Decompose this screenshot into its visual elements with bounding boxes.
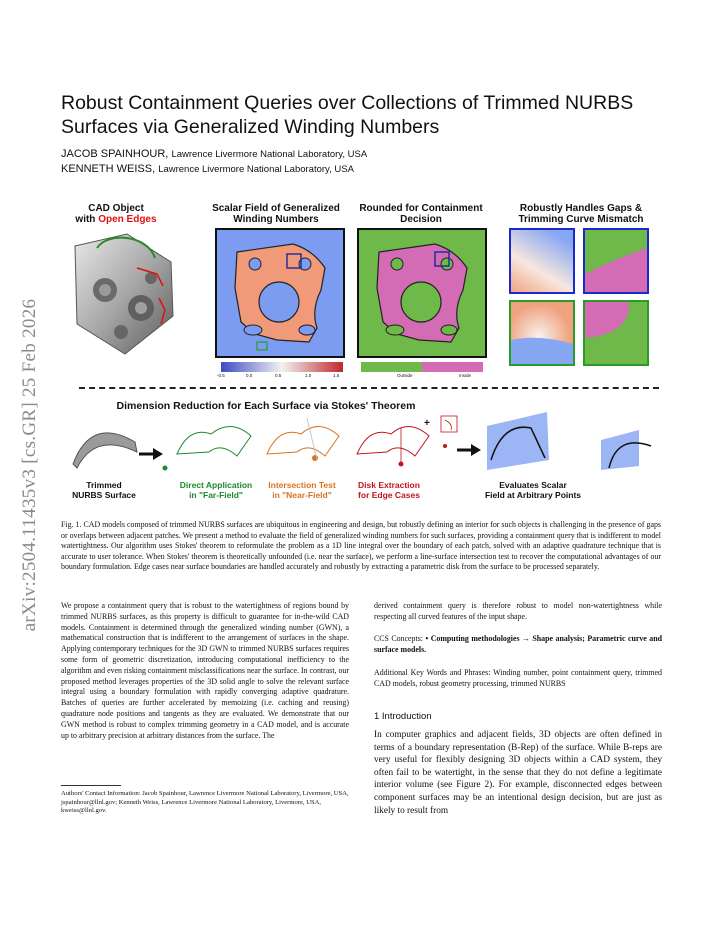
author-name: KENNETH WEISS,: [61, 163, 156, 175]
stage-label-disk-extraction: Disk Extraction for Edge Cases: [358, 480, 420, 500]
stokes-pipeline-diagram: [61, 412, 661, 474]
author-affiliation: Lawrence Livermore National Laboratory, USA: [158, 164, 354, 175]
intro-heading: 1 Introduction: [374, 711, 432, 722]
scalar-field-panel: [215, 228, 345, 358]
arxiv-stamp: arXiv:2504.11435v3 [cs.GR] 25 Feb 2026: [19, 298, 40, 632]
gap-detail-3: [509, 300, 575, 366]
panel-scalar-heading: Scalar Field of Generalized Winding Numbers: [212, 203, 340, 225]
legend-inside: Inside: [459, 373, 472, 378]
abstract-right: derived containment query is therefore robust to model non-watertightness while respecting all curved features of the input shape.: [374, 601, 662, 621]
gap-detail-2: [583, 228, 649, 294]
author-1: [61, 148, 367, 161]
author-name: JACOB SPAINHOUR,: [61, 148, 169, 160]
colorbar-tick: 1.5: [333, 373, 340, 378]
abstract-left: We propose a containment query that is robust to the watertightness of regions bound by trimmed NURBS surfaces, as this property is difficult to guarantee for in-the-wild CAD models. Containment is determined through the generalized winding number (GWN), a mathematical construction that is indifferent to the arrangement of surfaces in the shape. Applying contemporary techniques for the 3D GWN to trimmed NURBS surfaces requires some form of geometric discretization, introducing computational inefficiency to the algorithm and even risking containment misclassifications near the surface. In contrast, our proposed method leverages properties of the 3D solid angle to solve the relevant surface integral using a boundary formulation with rapidly converging adaptive quadrature. Batches of queries are further accelerated by memoizing (i.e. caching and reusing) quadrature node positions and tangents as they are evaluated. We demonstrate that our GWN method is robust to complex trimming geometry in a CAD model, and is accurate up to arbitrary precision at arbitrary distances from the surface. The: [61, 601, 349, 740]
cad-object-image: [67, 228, 179, 360]
colorbar: [221, 362, 343, 372]
keywords: Additional Key Words and Phrases: Winding number, point containment query, trimmed CAD models, robust geometry processing, trimmed NURBS: [374, 668, 662, 688]
figure-separator: [79, 387, 659, 389]
gap-detail-4: [583, 300, 649, 366]
legend-outside: Outside: [397, 373, 413, 378]
footnote-rule: [61, 785, 121, 786]
gap-detail-1: [509, 228, 575, 294]
colorbar-tick: 0.0: [246, 373, 253, 378]
panel-gaps-heading: Robustly Handles Gaps & Trimming Curve Mismatch: [518, 203, 644, 225]
dimension-reduction-heading: Dimension Reduction for Each Surface via Stokes' Theorem: [116, 400, 416, 412]
stage-label-trimmed: Trimmed NURBS Surface: [72, 480, 136, 500]
stage-label-evaluates: Evaluates Scalar Field at Arbitrary Points: [484, 480, 582, 500]
paper-title: Robust Containment Queries over Collections of Trimmed NURBS Surfaces via Generalized Winding Numbers: [61, 92, 634, 138]
colorbar-ticks: [211, 373, 351, 381]
author-affiliation: Lawrence Livermore National Laboratory, USA: [171, 149, 368, 160]
panel-rounded-heading: Rounded for Containment Decision: [359, 203, 483, 225]
contact-footnote: Authors' Contact Information: Jacob Spainhour, Lawrence Livermore National Laboratory, Livermore, USA, jspainhour@llnl.gov; Kenneth Weiss, Lawrence Livermore National Laboratory, Livermore, USA, kweiss@llnl.gov.: [61, 790, 349, 814]
stage-label-near-field: Intersection Test in "Near-Field": [268, 480, 336, 500]
colorbar-tick: -0.5: [217, 373, 225, 378]
ccs-concepts: CCS Concepts: • Computing methodologies → Shape analysis; Parametric curve and surface models.: [374, 634, 663, 654]
figure-1: [61, 200, 661, 510]
figure-caption: Fig. 1. CAD models composed of trimmed NURBS surfaces are ubiquitous in engineering and design, but robustly defining an interior for such objects is challenging in the presence of gaps or overlaps between adjacent patches. We present a method to evaluate the field of generalized winding numbers for such surfaces, providing a containment query that is indifferent to model watertightness. Our algorithm uses Stokes' theorem to reformulate the problem as a 1D line integral over the boundary of each patch, solved with an adaptive quadrature technique that is accurate to user tolerance. When Stokes' theorem is theoretically unfounded (i.e. near the surface), we perform a line-surface intersection test to recover the computational advantages of our boundary formulation. Edge cases near surface boundaries are handled accurately and robustly by extracting a parametric disk from the surface to be processed separately.: [61, 520, 661, 572]
colorbar-tick: 1.0: [305, 373, 312, 378]
stage-label-far-field: Direct Application in "Far-Field": [179, 480, 253, 500]
panel-cad-heading: CAD Object with Open Edges: [75, 203, 157, 225]
inside-outside-legend: [361, 362, 483, 372]
intro-text: In computer graphics and adjacent fields, 3D objects are often defined in terms of a boundary representation (B-Rep) of the surface. While B-reps are very useful for flexibly designing 3D objects within a CAD system, they often fail to be watertight, in the sense that they do not define a legitimate interior volume (see Figure 2). For example, disconnected edges between component surfaces may be an intentional design decision, but are just as likely to result from: [374, 730, 662, 816]
colorbar-tick: 0.5: [275, 373, 282, 378]
author-2: [61, 163, 354, 176]
plus-sign: +: [424, 418, 430, 429]
rounded-panel: [357, 228, 487, 358]
